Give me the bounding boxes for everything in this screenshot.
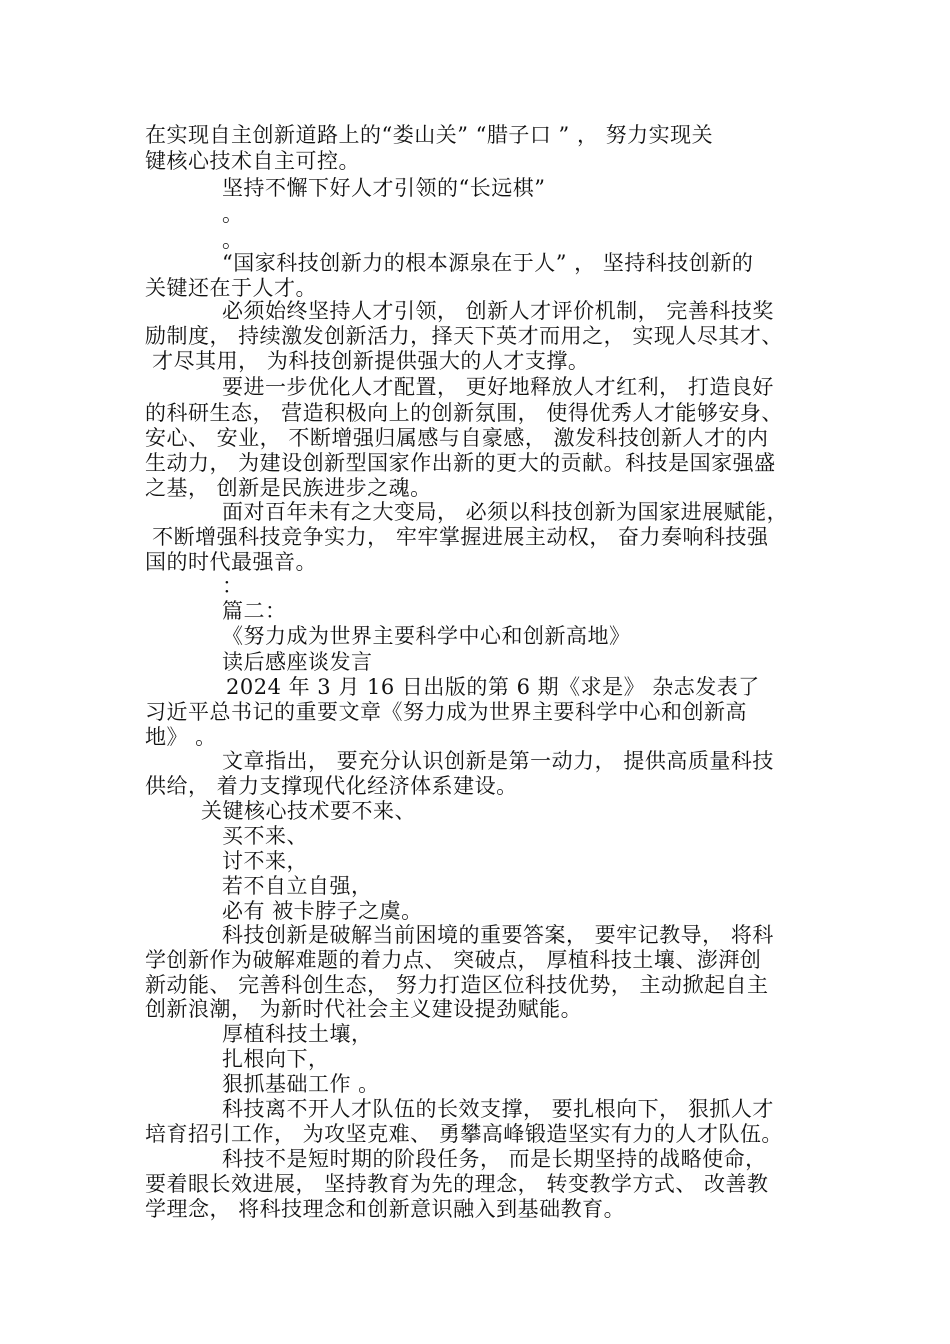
text-line: 关键还在于人才。 [145, 276, 317, 300]
text-line: 读后感座谈发言 [222, 650, 373, 674]
text-line: 要进一步优化人才配置， 更好地释放人才红利， 打造良好 [222, 375, 774, 399]
text-line: 厚植科技土壤， [222, 1022, 373, 1046]
text-line: 。 [222, 228, 244, 252]
text-line: 创新浪潮， 为新时代社会主义建设提劲赋能。 [145, 997, 583, 1021]
text-line: 面对百年未有之大变局， 必须以科技创新为国家进展赋能， [222, 500, 789, 524]
text-line: ： [222, 574, 244, 598]
text-line: 扎根向下， [222, 1047, 330, 1071]
text-line: 科技离不开人才队伍的长效支撑， 要扎根向下， 狠抓人才 [222, 1097, 774, 1121]
text-line: 新动能、 完善科创生态， 努力打造区位科技优势， 主动掀起自主 [145, 973, 769, 997]
text-line: 习近平总书记的重要文章《努力成为世界主要科学中心和创新高 [145, 700, 747, 724]
text-line: 培育招引工作， 为攻坚克难、 勇攀高峰锻造坚实有力的人才队伍。 [145, 1122, 783, 1146]
text-line: 2024 年 3 月 16 日出版的第 6 期《求是》 杂志发表了 [226, 675, 760, 699]
text-line: 励制度， 持续激发创新活力，择天下英才而用之， 实现人尽其才、 [145, 324, 783, 348]
text-line: 若不自立自强， [222, 874, 373, 898]
text-line: 讨不来， [222, 849, 308, 873]
text-line: “国家科技创新力的根本源泉在于人” ， 坚持科技创新的 [222, 251, 754, 275]
text-line: 要着眼长效进展， 坚持教育为先的理念， 转变教学方式、 改善教 [145, 1172, 769, 1196]
text-line: 不断增强科技竞争实力， 牢牢掌握进展主动权， 奋力奏响科技强 [145, 525, 769, 549]
text-line: 篇二： [222, 599, 287, 623]
text-line: 才尽其用， 为科技创新提供强大的人才支撑。 [145, 349, 590, 373]
text-line: 地》 。 [145, 725, 217, 749]
text-line: 必须始终坚持人才引领， 创新人才评价机制， 完善科技奖 [222, 299, 774, 323]
text-line: 学创新作为破解难题的着力点、 突破点， 厚植科技土壤、澎湃创 [145, 948, 762, 972]
text-line: 键核心技术自主可控。 [145, 149, 360, 173]
text-line: 关键核心技术要不来、 [201, 799, 416, 823]
text-line: 生动力， 为建设创新型国家作出新的更大的贡献。科技是国家强盛 [145, 451, 776, 475]
text-line: 坚持不懈下好人才引领的“长远棋” [222, 176, 546, 200]
text-line: 文章指出， 要充分认识创新是第一动力， 提供高质量科技 [222, 749, 774, 773]
text-line: 的科研生态， 营造积极向上的创新氛围， 使得优秀人才能够安身、 [145, 401, 783, 425]
text-line: 狠抓基础工作 。 [222, 1072, 380, 1096]
text-line: 买不来、 [222, 824, 308, 848]
text-line: 。 [222, 202, 244, 226]
text-line: 安心、 安业， 不断增强归属感与自豪感， 激发科技创新人才的内 [145, 426, 769, 450]
text-line: 科技不是短时期的阶段任务， 而是长期坚持的战略使命， [222, 1147, 767, 1171]
text-line: 国的时代最强音。 [145, 550, 317, 574]
text-line: 学理念， 将科技理念和创新意识融入到基础教育。 [145, 1197, 626, 1221]
text-line: 在实现自主创新道路上的“娄山关” “腊子口 ” ， 努力实现关 [145, 123, 714, 147]
text-line: 之基， 创新是民族进步之魂。 [145, 476, 432, 500]
text-line: 科技创新是破解当前困境的重要答案， 要牢记教导， 将科 [222, 923, 774, 947]
text-line: 供给， 着力支撑现代化经济体系建设。 [145, 774, 518, 798]
text-line: 必有 被卡脖子之虞。 [222, 899, 423, 923]
text-line: 《努力成为世界主要科学中心和创新高地》 [222, 624, 631, 648]
